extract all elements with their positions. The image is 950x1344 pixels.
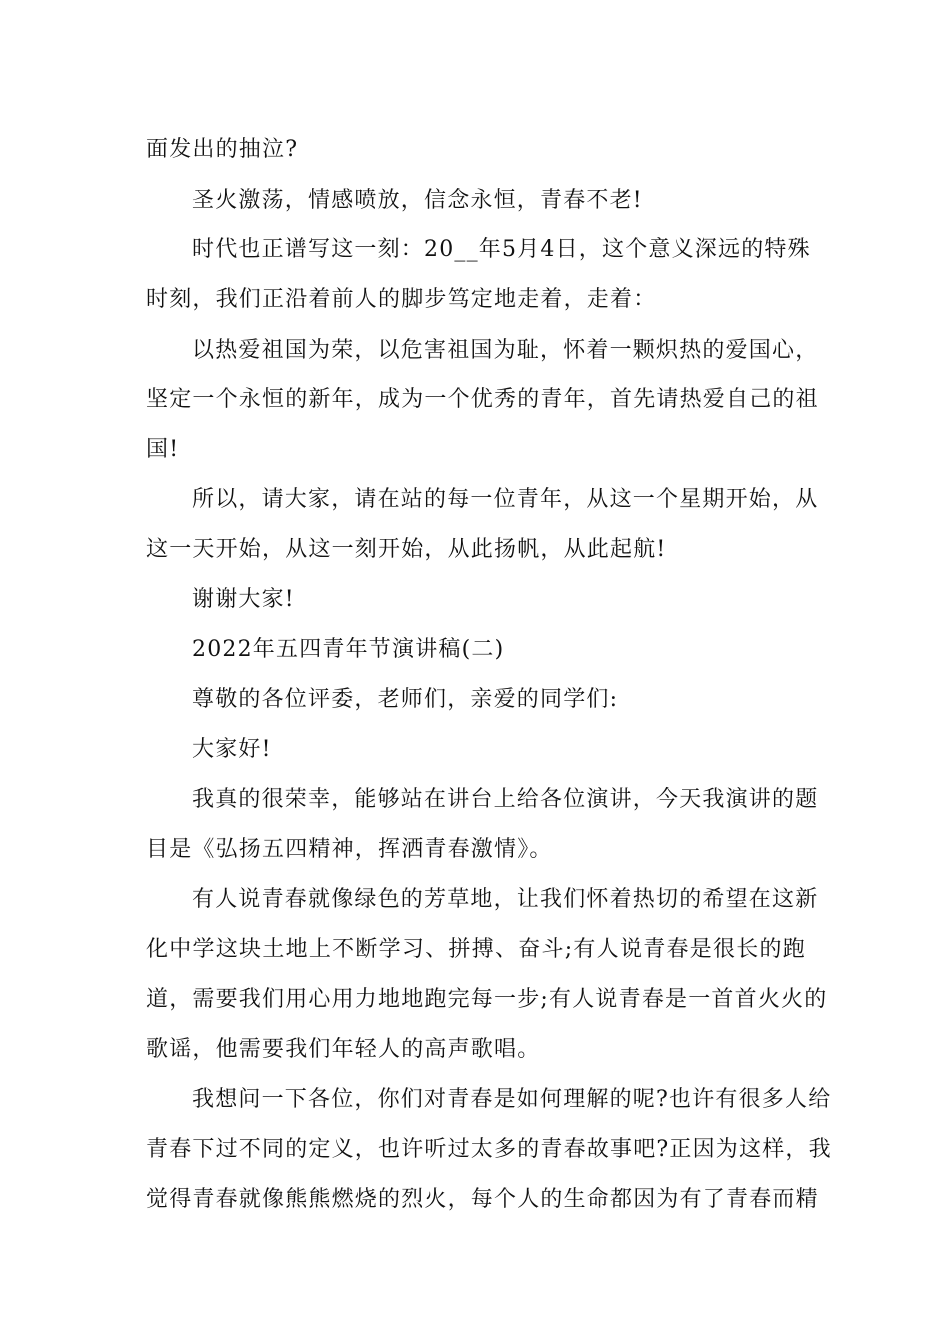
text-line: 目是《弘扬五四精神，挥洒青春激情》。 (146, 837, 553, 862)
text-line: 歌谣，他需要我们年轻人的高声歌唱。 (146, 1037, 541, 1062)
text-line: 觉得青春就像熊熊燃烧的烈火，每个人的生命都因为有了青春而精 (146, 1187, 819, 1212)
text-line: 青春下过不同的定义，也许听过太多的青春故事吧?正因为这样，我 (146, 1137, 832, 1162)
text-line: 时代也正谱写这一刻：20__年5月4日，这个意义深远的特殊 (192, 237, 811, 262)
text-line: 面发出的抽泣? (146, 137, 299, 162)
text-line: 坚定一个永恒的新年，成为一个优秀的青年，首先请热爱自己的祖 (146, 387, 819, 412)
text-line: 所以，请大家，请在站的每一位青年，从这一个星期开始，从 (192, 487, 819, 512)
text-line: 圣火激荡，情感喷放，信念永恒，青春不老! (192, 188, 643, 213)
text-line: 谢谢大家! (192, 587, 295, 612)
text-line: 尊敬的各位评委，老师们，亲爱的同学们: (192, 687, 619, 712)
section-heading: 2022年五四青年节演讲稿(二) (192, 637, 505, 662)
text-line: 我想问一下各位，你们对青春是如何理解的呢?也许有很多人给 (192, 1087, 832, 1112)
text-line: 这一天开始，从这一刻开始，从此扬帆，从此起航! (146, 537, 667, 562)
text-line: 我真的很荣幸，能够站在讲台上给各位演讲，今天我演讲的题 (192, 787, 819, 812)
text-line: 以热爱祖国为荣，以危害祖国为耻，怀着一颗炽热的爱国心， (192, 338, 819, 363)
text-line: 时刻，我们正沿着前人的脚步笃定地走着，走着： (146, 287, 657, 312)
text-line: 化中学这块土地上不断学习、拼搏、奋斗;有人说青春是很长的跑 (146, 937, 806, 962)
text-line: 有人说青春就像绿色的芳草地，让我们怀着热切的希望在这新 (192, 887, 819, 912)
text-line: 道，需要我们用心用力地地跑完每一步;有人说青春是一首首火火的 (146, 987, 828, 1012)
text-line: 国! (146, 437, 180, 462)
text-line: 大家好! (192, 737, 272, 762)
